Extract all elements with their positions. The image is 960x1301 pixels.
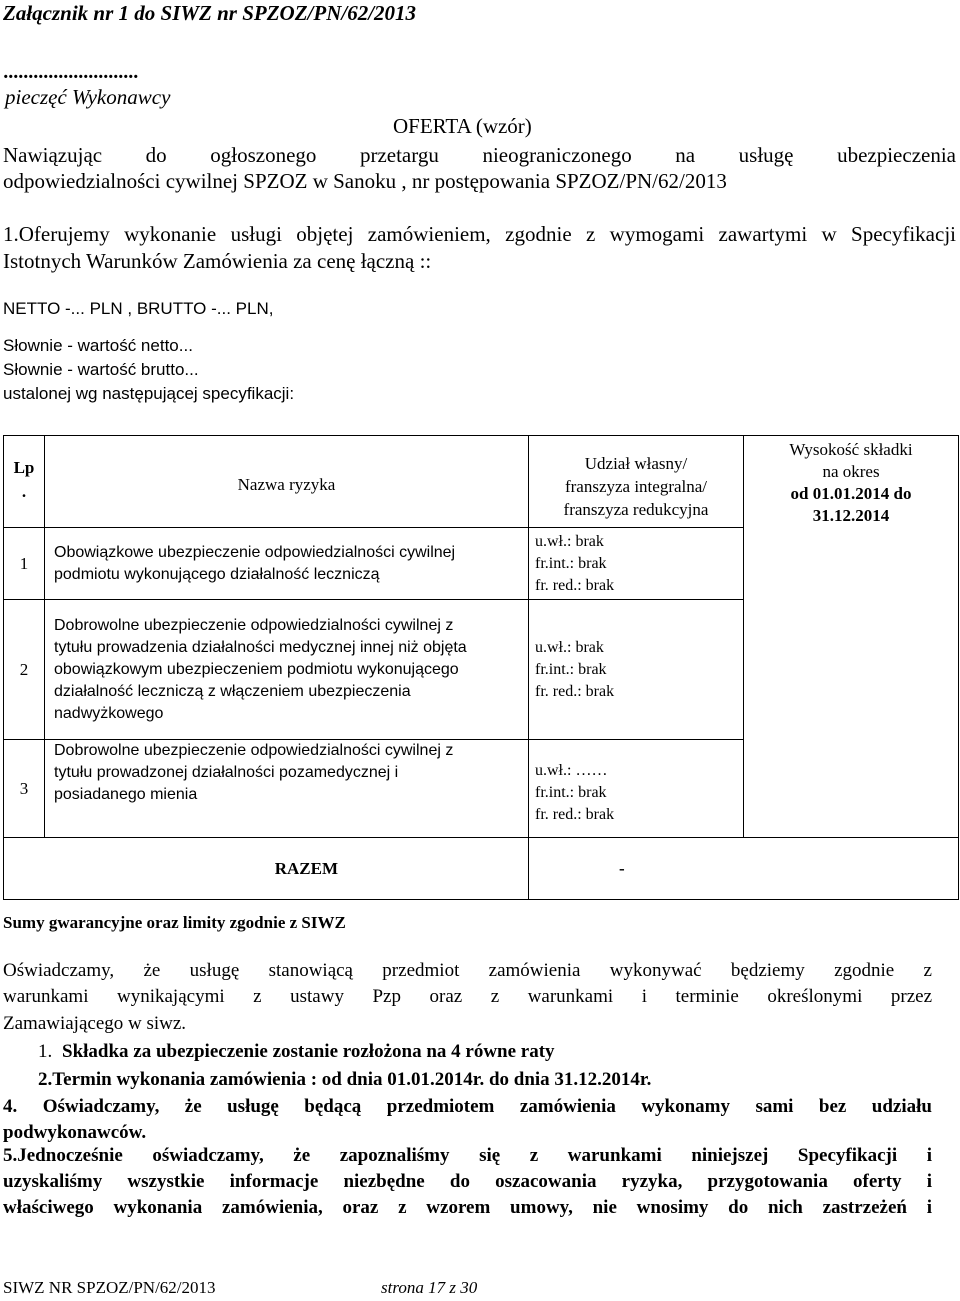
point-2-text: 2.Termin wykonania zamówienia : od dnia 01.01.2014r. do dnia 31.12.2014r. [38, 1069, 652, 1090]
row-2-desc-line-1: Dobrowolne ubezpieczenie odpowiedzialności cywilnej z [54, 616, 454, 634]
words-netto-line: Słownie - wartość netto... [3, 336, 193, 355]
words-brutto-line: Słownie - wartość brutto... [3, 360, 199, 379]
row-3-desc-line-3: posiadanego mienia [54, 786, 198, 803]
intro-line-2: odpowiedzialności cywilnej SPZOZ w Sanoku , nr postępowania SPZOZ/PN/62/2013 [3, 169, 727, 193]
row-1-deductibles [529, 528, 744, 600]
netto-brutto-line: NETTO -... PLN , BRUTTO -... PLN, [3, 299, 274, 318]
row-3-deductibles [529, 740, 744, 838]
row-3-risk-name [45, 740, 529, 838]
point-1-text: Składka za ubezpieczenie zostanie rozłożona na 4 równe raty [62, 1041, 555, 1062]
spec-intro-line: ustalonej wg następującej specyfikacji: [3, 384, 295, 403]
row-3-own-share: u.wł.: …… [535, 762, 608, 779]
deductible-header-line-3: franszyza redukcyjna [563, 500, 709, 519]
contractor-stamp-label: pieczęć Wykonawcy [5, 85, 171, 109]
premium-header-line-4: 31.12.2014 [812, 506, 890, 525]
premium-header-line-2: na okres [822, 462, 880, 481]
row-2-desc-line-4: działalność leczniczą z włączeniem ubezpieczenia [54, 682, 411, 700]
attachment-heading: Załącznik nr 1 do SIWZ nr SPZOZ/PN/62/2013 [3, 1, 417, 25]
total-row [4, 838, 959, 900]
point-4-line-2: podwykonawców. [3, 1122, 147, 1143]
point-5-line-2: uzyskaliśmy wszystkie informacje niezbędne do oszacowania ryzyka, przygotowania oferty i [3, 1171, 932, 1192]
row-2-deductibles [529, 600, 744, 740]
row-3-lp: 3 [4, 740, 45, 838]
offer-line-2: Istotnych Warunków Zamówienia za cenę łączną :: [3, 249, 432, 273]
row-1-own-share: u.wł.: brak [535, 532, 604, 550]
row-2-own-share: u.wł.: brak [535, 638, 604, 656]
row-2-risk-name [45, 600, 529, 740]
row-3-desc-line-2: tytułu prowadzonej działalności pozamedycznej i [54, 764, 399, 781]
total-value: - [529, 838, 959, 900]
risk-specification-table [3, 435, 959, 900]
premium-header [744, 436, 959, 838]
row-1-desc-line-1: Obowiązkowe ubezpieczenie odpowiedzialności cywilnej [54, 543, 456, 561]
point-5-line-3: właściwego wykonania zamówienia, oraz z wzorem umowy, nie wnosimy do nich zastrzeżeń i [3, 1197, 932, 1218]
total-label: RAZEM [4, 838, 529, 900]
premium-header-line-3: od 01.01.2014 do [790, 484, 912, 503]
row-3-desc-line-1: Dobrowolne ubezpieczenie odpowiedzialności cywilnej z [54, 742, 454, 759]
row-1-lp: 1 [4, 528, 45, 600]
row-1-desc-line-2: podmiotu wykonującego działalność leczniczą [54, 565, 380, 583]
deductible-header [529, 436, 744, 528]
deductible-header-line-2: franszyza integralna/ [564, 477, 708, 496]
declaration-line-2: warunkami wynikającymi z ustawy Pzp oraz z warunkami i terminie określonymi przez [3, 986, 932, 1007]
point-4-line-1: 4. Oświadczamy, że usługę będącą przedmiotem zamówienia wykonamy sami bez udziału [3, 1096, 932, 1117]
footer-page-number: strona 17 z 30 [381, 1278, 478, 1297]
row-3-integral-franchise: fr.int.: brak [535, 784, 607, 801]
point-5-line-1: 5.Jednocześnie oświadczamy, że zapoznaliśmy się z warunkami niniejszej Specyfikacji i [3, 1145, 932, 1166]
offer-title: OFERTA (wzór) [393, 114, 532, 138]
row-2-integral-franchise: fr.int.: brak [535, 660, 607, 678]
row-3-reductive-franchise: fr. red.: brak [535, 806, 615, 823]
lp-header-dot: . [21, 482, 27, 501]
offer-line-1: 1.Oferujemy wykonanie usługi objętej zamówieniem, zgodnie z wymogami zawartymi w Specyfikacji [3, 222, 956, 246]
row-1-reductive-franchise: fr. red.: brak [535, 576, 615, 594]
row-2-desc-line-3: obowiązkowym ubezpieczeniem podmiotu wykonującego [54, 660, 459, 678]
declaration-line-3: Zamawiającego w siwz. [3, 1013, 187, 1034]
sums-note: Sumy gwarancyjne oraz limity zgodnie z SIWZ [3, 913, 346, 932]
row-2-reductive-franchise: fr. red.: brak [535, 682, 615, 700]
intro-line-1: Nawiązując do ogłoszonego przetargu nieograniczonego na usługę ubezpieczenia [3, 143, 956, 167]
table-header-row [4, 436, 959, 528]
premium-header-line-1: Wysokość składki [789, 440, 913, 459]
risk-name-header: Nazwa ryzyka [45, 436, 529, 528]
footer-reference: SIWZ NR SPZOZ/PN/62/2013 [3, 1278, 216, 1297]
deductible-header-line-1: Udział własny/ [584, 454, 688, 473]
lp-header [4, 436, 45, 528]
point-1-number: 1. [38, 1041, 53, 1062]
row-2-desc-line-2: tytułu prowadzenia działalności medycznej innej niż objęta [54, 638, 467, 656]
lp-header-text: Lp [13, 458, 35, 477]
row-1-integral-franchise: fr.int.: brak [535, 554, 607, 572]
row-1-risk-name [45, 528, 529, 600]
stamp-dots: ........................... [4, 61, 139, 83]
row-2-lp: 2 [4, 600, 45, 740]
declaration-line-1: Oświadczamy, że usługę stanowiącą przedmiot zamówienia wykonywać będziemy zgodnie z [3, 960, 932, 981]
row-2-desc-line-5: nadwyżkowego [54, 704, 164, 722]
